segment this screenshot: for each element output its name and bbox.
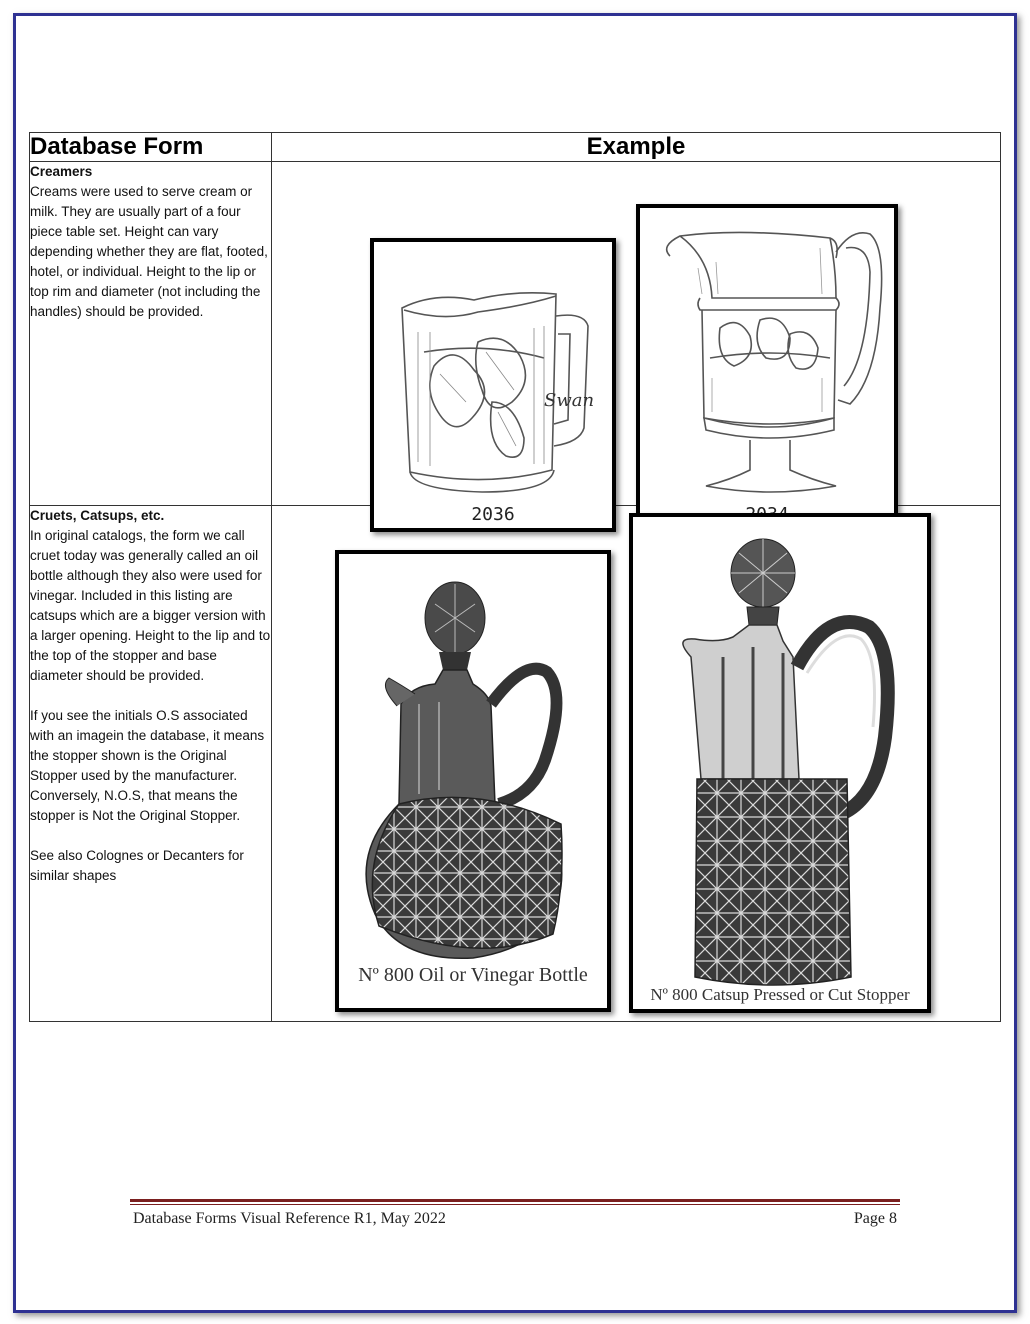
header-database-form: Database Form — [30, 133, 272, 162]
svg-text:Swan: Swan — [544, 390, 595, 411]
oil-vinegar-bottle-image — [335, 550, 611, 1012]
footer-rule-thin — [130, 1204, 900, 1205]
catsup-bottle-icon — [633, 517, 927, 1009]
creamer-footed-icon — [640, 208, 894, 528]
row-paragraph: See also Colognes or Decanters for similar shapes — [30, 848, 244, 883]
image-caption: Nº 800 Catsup Pressed or Cut Stopper — [650, 985, 910, 1004]
footer-page-number: Page 8 — [853, 1210, 897, 1227]
cruet-icon — [339, 554, 607, 1008]
creamer-flat-icon — [374, 242, 612, 528]
table-row — [30, 506, 1001, 1022]
footer-rule — [130, 1199, 900, 1202]
table-header-row — [30, 133, 1001, 162]
footer-document-title: Database Forms Visual Reference R1, May 2022 — [133, 1210, 446, 1227]
cruets-example — [272, 506, 1001, 1022]
row-paragraph: In original catalogs, the form we call cruet today was generally called an oil bottle although they also were used for vinegar. Included in this listing are catsups which are a bigger version with a larger opening. Height to the lip and to the top of the stopper and base diameter should be provided. — [30, 528, 271, 683]
row-title: Cruets, Catsups, etc. — [30, 508, 165, 523]
row-paragraph: Creams were used to serve cream or milk. They are usually part of a four piece table set. Height can vary depending whether they are flat, footed, hotel, or individual. Height to the lip or top rim and diameter (not including the handles) should be provided. — [30, 184, 268, 319]
header-example: Example — [272, 133, 1001, 162]
creamer-2034-image — [636, 204, 898, 532]
image-caption: 2036 — [471, 504, 515, 525]
table-row — [30, 162, 1001, 506]
cruets-description — [30, 506, 272, 1022]
database-forms-table — [29, 132, 1001, 1022]
creamers-description — [30, 162, 272, 506]
catsup-bottle-image — [629, 513, 931, 1013]
row-paragraph: If you see the initials O.S associated with an imagein the database, it means the stopper shown is the Original Stopper used by the manufacturer. Conversely, N.O.S, that means the stopper is Not the Original Stopper. — [30, 708, 265, 823]
row-title: Creamers — [30, 164, 93, 179]
creamer-2036-image — [370, 238, 616, 532]
image-caption: Nº 800 Oil or Vinegar Bottle — [358, 964, 588, 986]
creamers-example — [272, 162, 1001, 525]
